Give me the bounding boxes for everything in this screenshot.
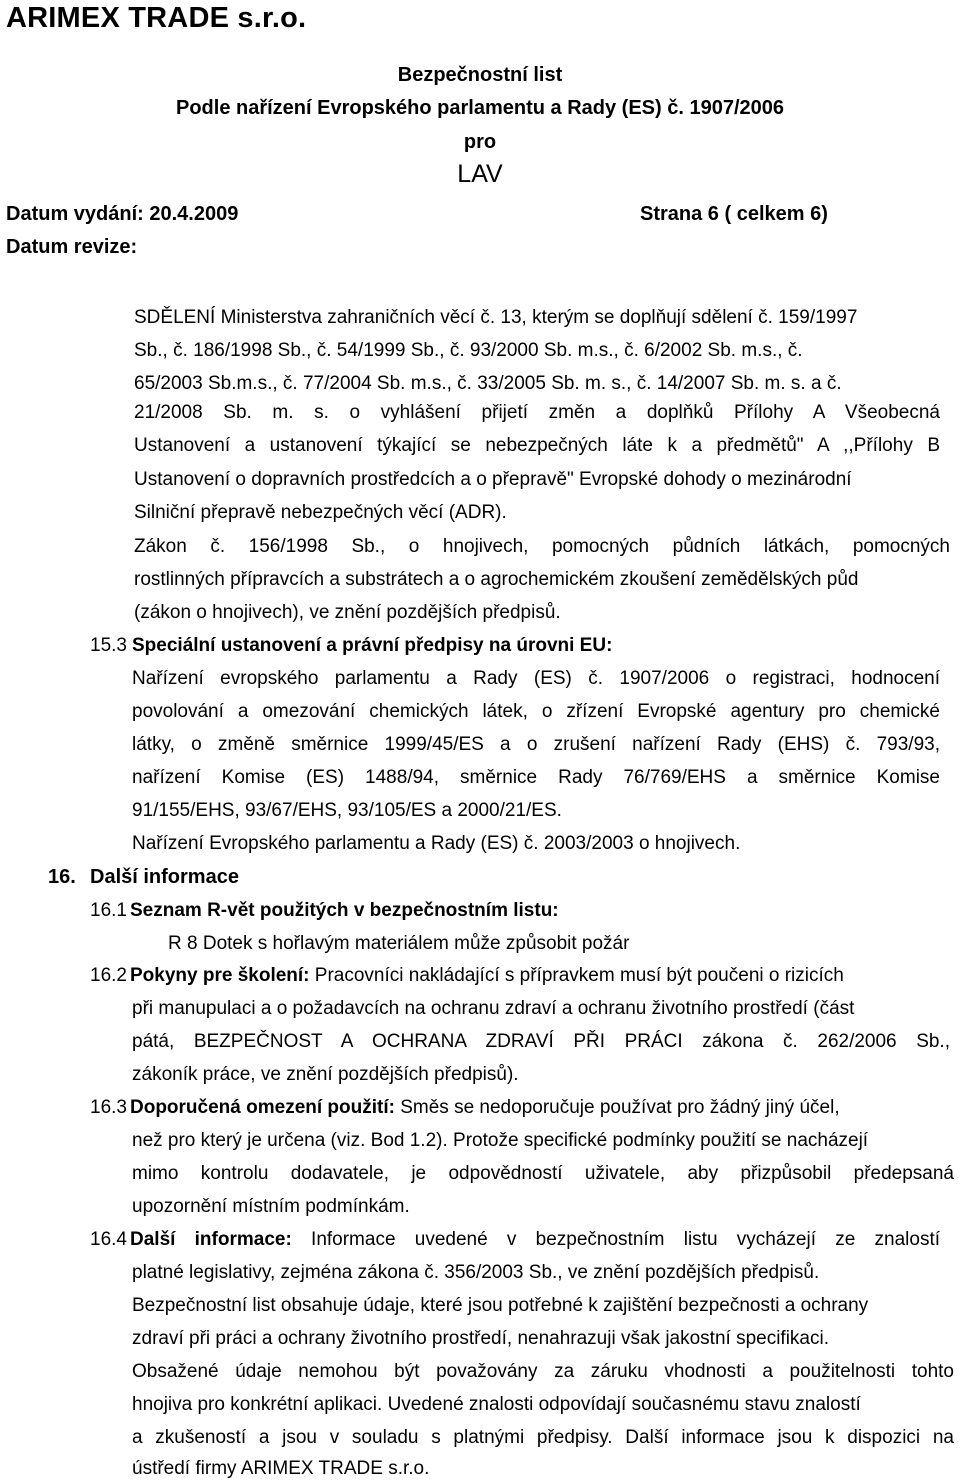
section-title: Speciální ustanovení a právní předpisy na úrovni EU: bbox=[132, 635, 613, 656]
section-line: zdraví při práci a ochrany životního prostředí, nenahrazuji však jakostní specifikaci. bbox=[132, 1328, 829, 1349]
section-line: než pro který je určena (viz. Bod 1.2). Protože specifické podmínky použití se nacházejí bbox=[132, 1130, 869, 1151]
section-first-line bbox=[130, 965, 844, 987]
section-line: Obsažené údaje nemohou být považovány za záruku vhodnosti a použitelnosti tohto bbox=[132, 1361, 954, 1382]
section-title: Další informace: bbox=[130, 1229, 292, 1250]
sdeleni-line: 65/2003 Sb.m.s., č. 77/2004 Sb. m.s., č. 33/2005 Sb. m. s., č. 14/2007 Sb. m. s. a č. bbox=[134, 373, 842, 394]
section-title: Doporučená omezení použití: bbox=[130, 1097, 395, 1118]
section-title: Seznam R-vět použitých v bezpečnostním listu: bbox=[130, 900, 559, 921]
pro-label: pro bbox=[463, 131, 497, 153]
r-phrase: R 8 Dotek s hořlavým materiálem může způsobit požár bbox=[168, 933, 630, 954]
section-line: platné legislativy, zejména zákona č. 356/2003 Sb., ve znění pozdějších předpisů. bbox=[132, 1262, 820, 1283]
section-line: 91/155/EHS, 93/67/EHS, 93/105/ES a 2000/21/ES. bbox=[132, 800, 562, 821]
regulation-line: Podle nařízení Evropského parlamentu a Rady (ES) č. 1907/2006 bbox=[175, 97, 785, 119]
issue-date: Datum vydání: 20.4.2009 bbox=[6, 203, 239, 225]
section-line: Bezpečnostní list obsahuje údaje, které jsou potřebné k zajištění bezpečnosti a ochrany bbox=[132, 1295, 869, 1316]
zakon-line: (zákon o hnojivech), ve znění pozdějších předpisů. bbox=[134, 602, 561, 623]
section-title: Další informace bbox=[90, 866, 239, 888]
section-line: Nařízení evropského parlamentu a Rady (ES) č. 1907/2006 o registraci, hodnocení bbox=[132, 668, 940, 689]
section-line: látky, o změně směrnice 1999/45/ES a o zrušení nařízení Rady (EHS) č. 793/93, bbox=[132, 734, 940, 755]
section-text: Informace uvedené v bezpečnostním listu vycházejí ze znalostí bbox=[291, 1229, 941, 1250]
section-line: ústředí firmy ARIMEX TRADE s.r.o. bbox=[132, 1458, 430, 1479]
section-line: upozornění místním podmínkám. bbox=[132, 1196, 410, 1217]
page-info: Strana 6 ( celkem 6) bbox=[640, 203, 828, 225]
section-text: Pracovníci nakládající s přípravkem musí být poučeni o rizicích bbox=[309, 965, 844, 986]
zakon-line: Zákon č. 156/1998 Sb., o hnojivech, pomocných půdních látkách, pomocných bbox=[134, 536, 950, 557]
section-line: povolování a omezování chemických látek, o zřízení Evropské agentury pro chemické bbox=[132, 701, 940, 722]
section-first-line bbox=[130, 1097, 840, 1119]
sdeleni-line: Ustanovení o dopravních prostředcích a o přepravě" Evropské dohody o mezinárodní bbox=[134, 469, 852, 490]
zakon-line: rostlinných přípravcích a substrátech a o agrochemickém zkoušení zemědělských půd bbox=[134, 569, 859, 590]
section-line: zákoník práce, ve znění pozdějších předpisů). bbox=[132, 1064, 519, 1085]
section-number: 16.3 bbox=[90, 1097, 127, 1118]
section-number: 15.3 bbox=[90, 635, 127, 656]
section-number: 16.2 bbox=[90, 965, 127, 986]
section-line: hnojiva pro konkrétní aplikaci. Uvedené znalosti odpovídají současnému stavu znalostí bbox=[132, 1394, 861, 1415]
section-line: při manupulaci a o požadavcích na ochranu zdraví a ochranu životního prostředí (část bbox=[132, 998, 855, 1019]
section-number: 16.1 bbox=[90, 900, 127, 921]
sdeleni-line: SDĚLENÍ Ministerstva zahraničních věcí č. 13, kterým se doplňují sdělení č. 159/1997 bbox=[134, 307, 858, 328]
sdeleni-line: Ustanovení a ustanovení týkající se nebezpečných láte k a předmětů" A ,,Přílohy B bbox=[134, 435, 940, 456]
section-first-line bbox=[130, 1229, 940, 1251]
product-name: LAV bbox=[457, 160, 503, 188]
section-line: Nařízení Evropského parlamentu a Rady (ES) č. 2003/2003 o hnojivech. bbox=[132, 833, 741, 854]
section-line: pátá, BEZPEČNOST A OCHRANA ZDRAVÍ PŘI PRÁCI zákona č. 262/2006 Sb., bbox=[132, 1031, 950, 1052]
revision-date: Datum revize: bbox=[6, 236, 138, 258]
section-title: Pokyny pre školení: bbox=[130, 965, 310, 986]
sdeleni-line: Sb., č. 186/1998 Sb., č. 54/1999 Sb., č. 93/2000 Sb. m.s., č. 6/2002 Sb. m.s., č. bbox=[134, 340, 803, 361]
document-title: Bezpečnostní list bbox=[397, 64, 563, 86]
section-line: mimo kontrolu dodavatele, je odpovědností uživatele, aby přizpůsobil předepsaná bbox=[132, 1163, 954, 1184]
section-number: 16. bbox=[48, 866, 76, 888]
section-text: Směs se nedoporučuje používat pro žádný jiný účel, bbox=[394, 1097, 840, 1118]
sdeleni-line: 21/2008 Sb. m. s. o vyhlášení přijetí změn a doplňků Přílohy A Všeobecná bbox=[134, 402, 940, 423]
section-line: a zkušeností a jsou v souladu s platnými předpisy. Další informace jsou k dispozici na bbox=[132, 1427, 954, 1448]
section-line: nařízení Komise (ES) 1488/94, směrnice Rady 76/769/EHS a směrnice Komise bbox=[132, 767, 940, 788]
company-name: ARIMEX TRADE s.r.o. bbox=[6, 2, 307, 34]
section-number: 16.4 bbox=[90, 1229, 127, 1250]
sdeleni-line: Silniční přepravě nebezpečných věcí (ADR). bbox=[134, 502, 507, 523]
